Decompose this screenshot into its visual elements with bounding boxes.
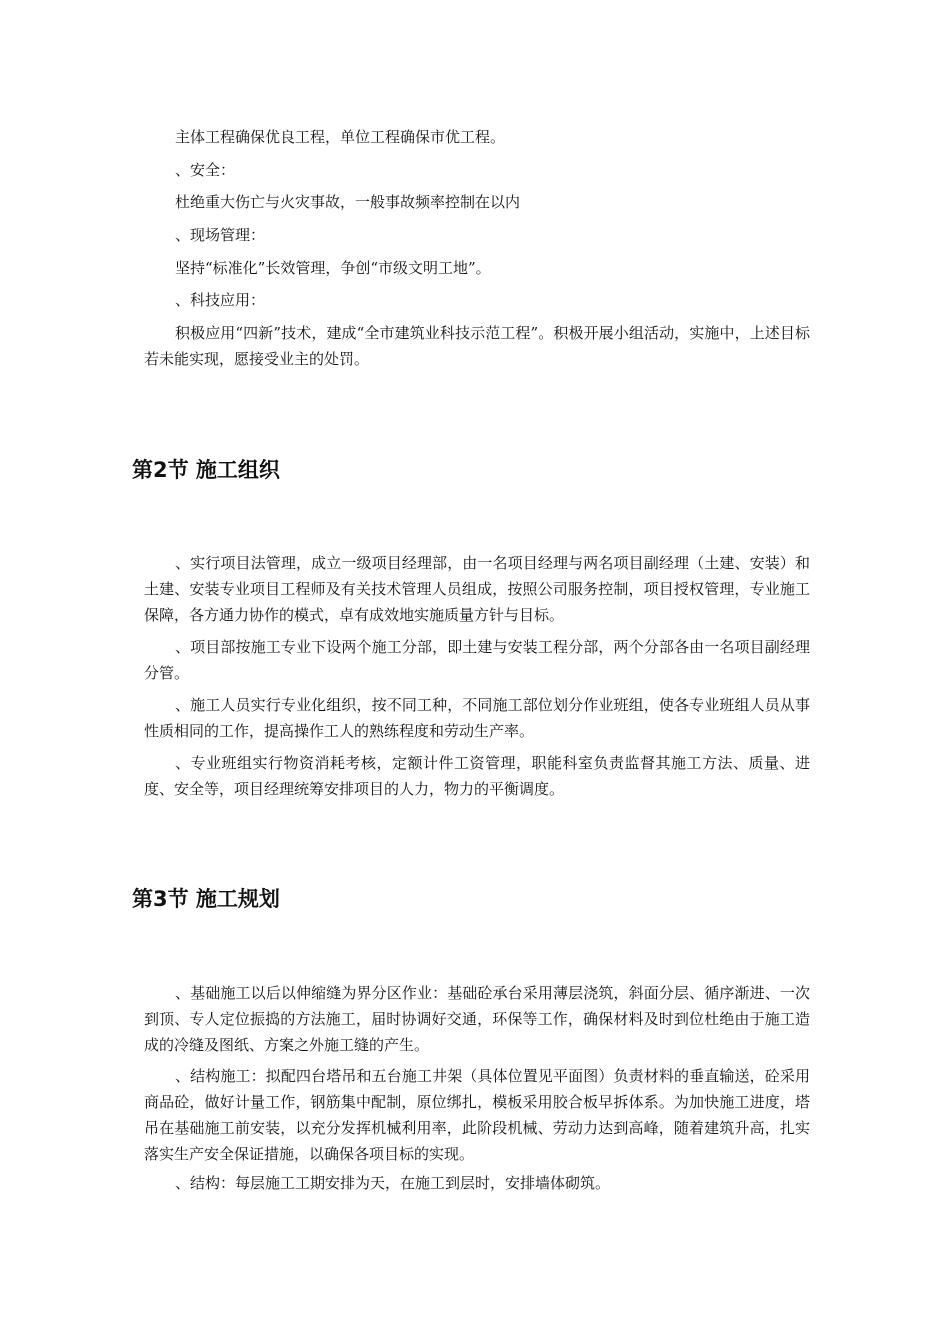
paragraph-org-1: 、实行项目法管理，成立一级项目经理部，由一名项目经理与两名项目副经理（土建、安装）和土建、安装专业项目工程师及有关技术管理人员组成，按照公司服务控制，项目授权管理，专业施工保障，各方通力协作的模式，卓有成效地实施质量方针与目标。 <box>144 554 810 624</box>
paragraph-org-2: 、项目部按施工专业下设两个施工分部，即土建与安装工程分部，两个分部各由一名项目副经理分管。 <box>144 638 810 682</box>
section-heading-construction-organization: 第2节 施工组织 <box>132 458 280 482</box>
section-heading-construction-planning: 第3节 施工规划 <box>132 887 280 911</box>
paragraph-site-management-goal: 坚持“标准化”长效管理，争创“市级文明工地”。 <box>175 259 491 277</box>
paragraph-technology-goal: 积极应用“四新”技术，建成“全市建筑业科技示范工程”。积极开展小组活动，实施中，上述目标若未能实现，愿接受业主的处罚。 <box>144 324 810 368</box>
paragraph-safety-goal: 杜绝重大伤亡与火灾事故，一般事故频率控制在以内 <box>175 193 521 211</box>
paragraph-plan-1: 、基础施工以后以伸缩缝为界分区作业：基础砼承台采用薄层浇筑，斜面分层、循序渐进、一次到顶、专人定位振捣的方法施工，届时协调好交通，环保等工作，确保材料及时到位杜绝由于施工造成的冷缝及图纸、方案之外施工缝的产生。 <box>144 984 810 1054</box>
paragraph-org-4: 、专业班组实行物资消耗考核，定额计件工资管理，职能科室负责监督其施工方法、质量、进度、安全等，项目经理统筹安排项目的人力，物力的平衡调度。 <box>144 754 810 798</box>
paragraph-safety-label: 、安全： <box>175 161 236 179</box>
paragraph-quality-goal: 主体工程确保优良工程，单位工程确保市优工程。 <box>175 128 506 146</box>
paragraph-plan-3: 、结构：每层施工工期安排为天，在施工到层时，安排墙体砌筑。 <box>175 1174 611 1192</box>
paragraph-plan-2: 、结构施工：拟配四台塔吊和五台施工井架（具体位置见平面图）负责材料的垂直输送，砼采用商品砼，做好计量工作，钢筋集中配制，原位绑扎，模板采用胶合板早拆体系。为加快施工进度，塔吊在基础施工前安装，以充分发挥机械利用率，此阶段机械、劳动力达到高峰，随着建筑升高，扎实落实生产安全保证措施，以确保各项目标的实现。 <box>144 1067 810 1163</box>
paragraph-site-management-label: 、现场管理： <box>175 226 266 244</box>
paragraph-org-3: 、施工人员实行专业化组织，按不同工种，不同施工部位划分作业班组，使各专业班组人员从事性质相同的工作，提高操作工人的熟练程度和劳动生产率。 <box>144 696 810 740</box>
paragraph-technology-label: 、科技应用： <box>175 291 266 309</box>
